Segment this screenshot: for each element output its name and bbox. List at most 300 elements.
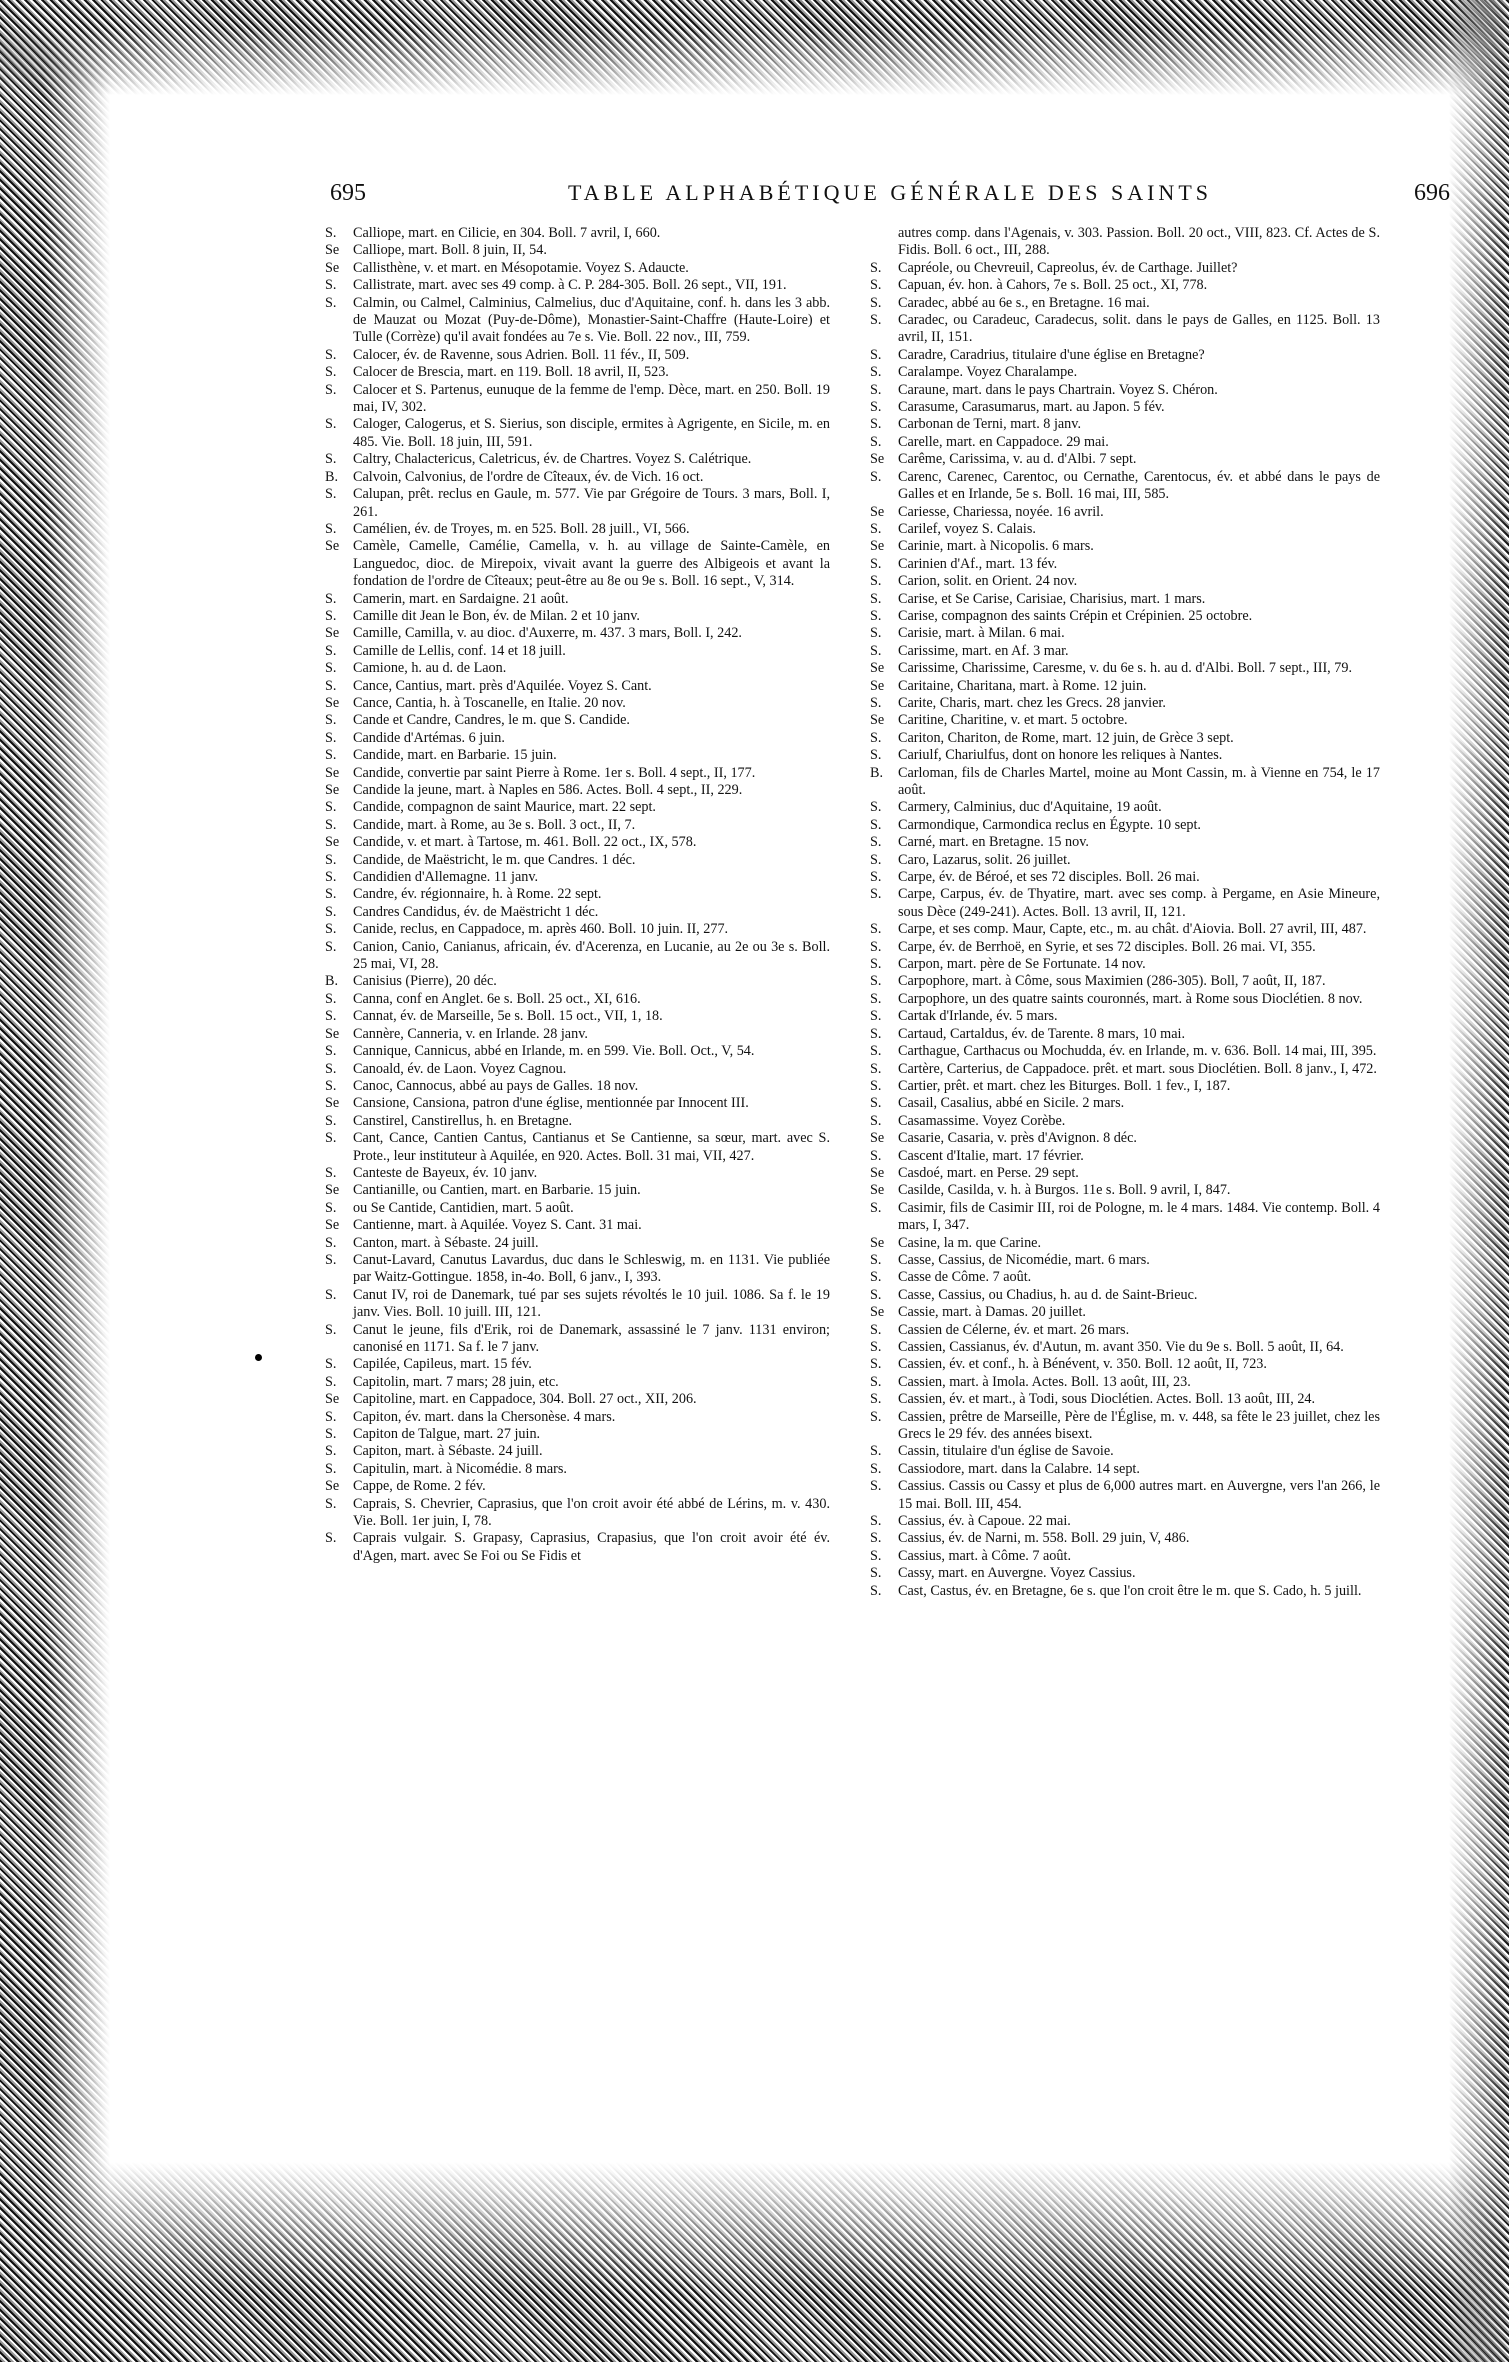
entry-tag: S.: [870, 1582, 882, 1599]
index-entry: [325, 521, 830, 538]
entry-tag: S.: [325, 816, 337, 833]
entry-text: Canut IV, roi de Danemark, tué par ses sujets révoltés le 10 juil. 1086. Sa f. le 19 janv. Vies. Boll. 10 juill. III, 121.: [353, 1286, 830, 1321]
entry-tag: Se: [870, 1182, 885, 1199]
index-entry: [325, 538, 830, 590]
index-entry: [870, 347, 1380, 364]
entry-tag: Se: [325, 259, 340, 276]
entry-text: Carinie, mart. à Nicopolis. 6 mars.: [898, 538, 1094, 555]
entry-tag: S.: [870, 1043, 882, 1060]
entry-tag: S.: [870, 312, 882, 329]
entry-text: Caro, Lazarus, solit. 26 juillet.: [898, 851, 1071, 868]
index-entry: [870, 469, 1380, 504]
index-entry: [870, 1530, 1380, 1547]
entry-tag: S.: [870, 381, 882, 398]
entry-tag: Se: [870, 1164, 885, 1181]
entry-tag: S.: [870, 1112, 882, 1129]
entry-tag: S.: [870, 433, 882, 450]
entry-text: Cartier, prêt. et mart. chez les Biturges. Boll. 1 fev., I, 187.: [898, 1077, 1231, 1094]
index-entry: [325, 747, 830, 764]
entry-text: Carmondique, Carmondica reclus en Égypte. 10 sept.: [898, 816, 1201, 833]
index-entry: [870, 1304, 1380, 1321]
entry-tag: Se: [325, 1217, 340, 1234]
entry-tag: S.: [870, 694, 882, 711]
entry-tag: S.: [870, 346, 882, 363]
index-entry: [325, 1322, 830, 1357]
entry-tag: S.: [870, 834, 882, 851]
index-entry: [325, 469, 830, 486]
entry-text: Casimir, fils de Casimir III, roi de Pologne, m. le 4 mars. 1484. Vie contemp. Boll. 4 mars, I, 347.: [898, 1199, 1380, 1234]
entry-text: Candide, mart. à Rome, au 3e s. Boll. 3 oct., II, 7.: [353, 816, 636, 833]
entry-text: Carpe, Carpus, év. de Thyatire, mart. avec ses comp. à Pergame, en Asie Mineure, sous Dèce (249-241). Actes. Boll. 13 avril, II, 121.: [898, 886, 1380, 920]
index-entry: [325, 1026, 830, 1043]
entry-text: Carissime, Charissime, Caresme, v. du 6e s. h. au d. d'Albi. Boll. 7 sept., III, 79.: [898, 660, 1352, 677]
index-entry: [325, 1043, 830, 1060]
entry-text: autres comp. dans l'Agenais, v. 303. Passion. Boll. 20 oct., VIII, 823. Cf. Actes de S. Fidis. Boll. 6 oct., III, 288.: [898, 225, 1380, 259]
index-entry: [870, 399, 1380, 416]
entry-tag: S.: [870, 1373, 882, 1390]
index-entry: [870, 1148, 1380, 1165]
index-entry: [870, 260, 1380, 277]
index-entry: [870, 956, 1380, 973]
entry-text: Cantianille, ou Cantien, mart. en Barbarie. 15 juin.: [353, 1182, 641, 1199]
entry-tag: S.: [870, 1251, 882, 1268]
entry-tag: S.: [325, 346, 337, 363]
entry-tag: S.: [325, 486, 337, 503]
entry-tag: Se: [870, 451, 885, 468]
index-entry: [325, 834, 830, 851]
entry-text: Carpophore, un des quatre saints couronnés, mart. à Rome sous Dioclétien. 8 nov.: [898, 990, 1363, 1007]
entry-text: Carinien d'Af., mart. 13 fév.: [898, 555, 1058, 572]
index-entry: [870, 625, 1380, 642]
index-entry: [325, 486, 830, 521]
entry-tag: S.: [870, 642, 882, 659]
entry-tag: S.: [325, 747, 337, 764]
entry-tag: S.: [325, 1130, 337, 1147]
entry-tag: S.: [870, 399, 882, 416]
entry-text: Cassin, titulaire d'un église de Savoie.: [898, 1443, 1114, 1460]
entry-tag: S.: [870, 973, 882, 990]
entry-tag: Se: [870, 712, 885, 729]
entry-text: Cartaud, Cartaldus, év. de Tarente. 8 mars, 10 mai.: [898, 1025, 1186, 1042]
page-header: [330, 180, 1450, 220]
entry-tag: S.: [870, 747, 882, 764]
entry-text: Canion, Canio, Canianus, africain, év. d'Acerenza, en Lucanie, au 2e ou 3e s. Boll. 25 mai, VI, 28.: [353, 938, 830, 973]
entry-tag: S.: [870, 1547, 882, 1564]
index-entry: [325, 678, 830, 695]
index-entry: [325, 799, 830, 816]
entry-tag: Se: [325, 625, 340, 642]
entry-tag: S.: [870, 520, 882, 537]
index-entry: [870, 1565, 1380, 1582]
entry-text: Caritaine, Charitana, mart. à Rome. 12 juin.: [898, 677, 1147, 694]
entry-text: Candide, convertie par saint Pierre à Rome. 1er s. Boll. 4 sept., II, 177.: [353, 764, 756, 781]
entry-tag: Se: [870, 660, 885, 677]
entry-text: Cance, Cantius, mart. près d'Aquilée. Voyez S. Cant.: [353, 677, 652, 694]
index-entry: [870, 591, 1380, 608]
entry-tag: S.: [870, 573, 882, 590]
entry-text: Cassius, év. à Capoue. 22 mai.: [898, 1513, 1071, 1530]
index-entry: [325, 1165, 830, 1182]
scan-border-left: [0, 0, 110, 2362]
index-entry: [325, 660, 830, 677]
index-entry: [870, 1374, 1380, 1391]
entry-text: Calocer, év. de Ravenne, sous Adrien. Boll. 11 fév., II, 509.: [353, 346, 690, 363]
entry-text: Callisthène, v. et mart. en Mésopotamie. Voyez S. Adaucte.: [353, 259, 689, 276]
index-entry: [325, 1374, 830, 1391]
index-entry: [325, 608, 830, 625]
index-entry: [870, 817, 1380, 834]
entry-tag: S.: [870, 625, 882, 642]
entry-tag: S.: [325, 660, 337, 677]
index-entry: [325, 765, 830, 782]
entry-text: Carite, Charis, mart. chez les Grecs. 28 janvier.: [898, 694, 1166, 711]
entry-tag: S.: [870, 938, 882, 955]
entry-text: Cariton, Chariton, de Rome, mart. 12 juin, de Grèce 3 sept.: [898, 729, 1234, 746]
index-entry: [325, 852, 830, 869]
entry-text: Carelle, mart. en Cappadoce. 29 mai.: [898, 433, 1109, 450]
index-entry: [325, 939, 830, 974]
entry-tag: S.: [325, 851, 337, 868]
entry-text: Canna, conf en Anglet. 6e s. Boll. 25 oct., XI, 616.: [353, 990, 641, 1007]
entry-tag: S.: [325, 1112, 337, 1129]
entry-text: Candide, compagnon de saint Maurice, mart. 22 sept.: [353, 799, 656, 816]
index-entry: [870, 573, 1380, 590]
index-entry: [325, 416, 830, 451]
index-entry: [870, 869, 1380, 886]
entry-text: Cast, Castus, év. en Bretagne, 6e s. que l'on croit être le m. que S. Cado, h. 5 juill.: [898, 1582, 1362, 1599]
index-entry: [870, 608, 1380, 625]
entry-text: Candidien d'Allemagne. 11 janv.: [353, 869, 539, 886]
index-entry: [325, 817, 830, 834]
entry-tag: S.: [325, 607, 337, 624]
index-entry: [870, 1356, 1380, 1373]
entry-text: Carbonan de Terni, mart. 8 janv.: [898, 416, 1081, 433]
entry-text: Callistrate, mart. avec ses 49 comp. à C. P. 284-305. Boll. 26 sept., VII, 191.: [353, 277, 787, 294]
entry-tag: Se: [870, 1130, 885, 1147]
entry-tag: Se: [325, 1391, 340, 1408]
entry-tag: Se: [325, 1095, 340, 1112]
entry-text: Carloman, fils de Charles Martel, moine au Mont Cassin, m. à Vienne en 754, le 17 août.: [898, 764, 1380, 798]
entry-tag: S.: [870, 590, 882, 607]
index-entry: [325, 921, 830, 938]
entry-tag: S.: [325, 1077, 337, 1094]
index-entry: [325, 904, 830, 921]
index-entry: [870, 695, 1380, 712]
entry-text: Carthague, Carthacus ou Mochudda, év. en Irlande, m. v. 636. Boll. 14 mai, III, 395.: [898, 1043, 1377, 1060]
entry-text: Capilée, Capileus, mart. 15 fév.: [353, 1356, 532, 1373]
entry-text: Caltry, Chalactericus, Caletricus, év. de Chartres. Voyez S. Calétrique.: [353, 451, 752, 468]
entry-tag: S.: [325, 886, 337, 903]
entry-tag: S.: [325, 1008, 337, 1025]
entry-text: Cassien, mart. à Imola. Actes. Boll. 13 août, III, 23.: [898, 1373, 1191, 1390]
index-entry: [870, 1095, 1380, 1112]
entry-text: Cassiodore, mart. dans la Calabre. 14 sept.: [898, 1460, 1140, 1477]
entry-tag: S.: [325, 1286, 337, 1303]
index-entry: [870, 451, 1380, 468]
entry-tag: S.: [325, 225, 337, 241]
entry-tag: Se: [870, 677, 885, 694]
entry-text: Candide d'Artémas. 6 juin.: [353, 729, 505, 746]
entry-tag: S.: [870, 1339, 882, 1355]
index-entry: [870, 1008, 1380, 1025]
index-entry: [325, 591, 830, 608]
entry-tag: Se: [325, 242, 340, 259]
entry-text: Candide, de Maëstricht, le m. que Candres. 1 déc.: [353, 851, 636, 868]
entry-text: Calocer de Brescia, mart. en 119. Boll. 18 avril, II, 523.: [353, 364, 669, 381]
entry-text: Capréole, ou Chevreuil, Capreolus, év. de Carthage. Juillet?: [898, 259, 1238, 276]
entry-text: Casine, la m. que Carine.: [898, 1234, 1042, 1251]
entry-tag: S.: [870, 729, 882, 746]
index-entry: [325, 347, 830, 364]
index-entry: [870, 939, 1380, 956]
entry-text: Cariesse, Chariessa, noyée. 16 avril.: [898, 503, 1104, 520]
index-entry: [325, 1078, 830, 1095]
entry-tag: S.: [325, 1199, 337, 1216]
entry-tag: Se: [325, 1025, 340, 1042]
entry-tag: S.: [870, 607, 882, 624]
index-entry: [870, 382, 1380, 399]
index-entry: [325, 1530, 830, 1565]
entry-text: ou Se Cantide, Cantidien, mart. 5 août.: [353, 1199, 574, 1216]
index-entry: [870, 364, 1380, 381]
index-entry: [325, 260, 830, 277]
entry-text: Calliope, mart. en Cilicie, en 304. Boll. 7 avril, I, 660.: [353, 225, 661, 241]
index-entry: [325, 1391, 830, 1408]
index-entry: [870, 1165, 1380, 1182]
entry-tag: S.: [870, 1513, 882, 1530]
entry-text: Carise, compagnon des saints Crépin et Crépinien. 25 octobre.: [898, 607, 1253, 624]
index-entry: [870, 991, 1380, 1008]
entry-text: Cant, Cance, Cantien Cantus, Cantianus et Se Cantienne, sa sœur, mart. avec S. Prote., leur instituteur à Aquilée, en 920. Actes. Boll. 31 mai, VII, 427.: [353, 1130, 830, 1164]
index-entry: [870, 678, 1380, 695]
index-entry: [325, 277, 830, 294]
entry-tag: S.: [870, 1060, 882, 1077]
entry-text: Carpe, et ses comp. Maur, Capte, etc., m. au chât. d'Aiovia. Boll. 27 avril, III, 487.: [898, 921, 1367, 938]
entry-text: Calocer et S. Partenus, eunuque de la femme de l'emp. Dèce, mart. en 250. Boll. 19 mai, IV, 302.: [353, 381, 830, 416]
entry-text: Canisius (Pierre), 20 déc.: [353, 973, 497, 990]
entry-text: Camélien, év. de Troyes, m. en 525. Boll. 28 juill., VI, 566.: [353, 520, 690, 537]
entry-text: Carpon, mart. père de Se Fortunate. 14 nov.: [898, 956, 1146, 973]
index-entry: [870, 1269, 1380, 1286]
index-entry: [325, 382, 830, 417]
entry-text: Cassius, mart. à Côme. 7 août.: [898, 1547, 1071, 1564]
entry-text: Carion, solit. en Orient. 24 nov.: [898, 573, 1078, 590]
index-entry: [870, 434, 1380, 451]
index-entry: [870, 1513, 1380, 1530]
entry-text: Calliope, mart. Boll. 8 juin, II, 54.: [353, 242, 547, 259]
entry-tag: S.: [325, 1495, 337, 1512]
entry-tag: S.: [325, 294, 337, 311]
index-entry: [870, 312, 1380, 347]
entry-tag: S.: [870, 869, 882, 886]
index-entry: [870, 1061, 1380, 1078]
index-entry: [325, 295, 830, 347]
entry-tag: S.: [325, 642, 337, 659]
entry-text: Canut-Lavard, Canutus Lavardus, duc dans le Schleswig, m. en 1131. Vie publiée par Waitz-Gottingue. 1858, in-4o. Boll, 6 janv., I, 393.: [353, 1251, 830, 1286]
index-entry: [870, 521, 1380, 538]
entry-tag: Se: [870, 538, 885, 555]
entry-text: Calvoin, Calvonius, de l'ordre de Cîteaux, év. de Vich. 16 oct.: [353, 468, 704, 485]
entry-tag: S.: [325, 1321, 337, 1338]
entry-text: Candre, év. régionnaire, h. à Rome. 22 sept.: [353, 886, 602, 903]
entry-tag: S.: [325, 677, 337, 694]
index-entry: [325, 1496, 830, 1531]
entry-tag: S.: [870, 886, 882, 903]
entry-text: Cance, Cantia, h. à Toscanelle, en Italie. 20 nov.: [353, 694, 626, 711]
entry-tag: Se: [325, 782, 340, 798]
index-entry: [870, 1182, 1380, 1199]
entry-tag: Se: [870, 503, 885, 520]
index-entry: [870, 538, 1380, 555]
index-entry: [325, 886, 830, 903]
entry-text: Caritine, Charitine, v. et mart. 5 octobre.: [898, 712, 1128, 729]
entry-text: Canoc, Cannocus, abbé au pays de Galles. 18 nov.: [353, 1077, 639, 1094]
entry-text: Casse de Côme. 7 août.: [898, 1269, 1032, 1286]
index-entry: [870, 504, 1380, 521]
entry-tag: Se: [870, 1304, 885, 1321]
entry-tag: S.: [870, 1095, 882, 1112]
entry-tag: S.: [870, 1443, 882, 1460]
index-entry: [325, 991, 830, 1008]
entry-tag: S.: [870, 1460, 882, 1477]
entry-tag: S.: [325, 1443, 337, 1460]
index-entry: [870, 1478, 1380, 1513]
entry-tag: S.: [870, 956, 882, 973]
left-column: [325, 225, 830, 1565]
entry-text: Camerin, mart. en Sardaigne. 21 août.: [353, 590, 569, 607]
index-entry: [870, 747, 1380, 764]
index-entry: [325, 695, 830, 712]
entry-text: Camione, h. au d. de Laon.: [353, 660, 507, 677]
entry-tag: S.: [325, 364, 337, 381]
index-entry: [325, 1130, 830, 1165]
stray-ink-mark: [255, 1354, 262, 1361]
entry-tag: S.: [870, 1286, 882, 1303]
entry-tag: S.: [870, 1008, 882, 1025]
index-entry: [870, 1461, 1380, 1478]
entry-tag: S.: [325, 1460, 337, 1477]
index-entry: [325, 1356, 830, 1373]
entry-tag: S.: [870, 816, 882, 833]
page-number-left: 695: [330, 180, 366, 206]
index-entry: [870, 1287, 1380, 1304]
entry-text: Cariulf, Chariulfus, dont on honore les reliques à Nantes.: [898, 747, 1223, 764]
entry-tag: S.: [870, 799, 882, 816]
index-entry: [870, 1200, 1380, 1235]
entry-text: Caprais, S. Chevrier, Caprasius, que l'on croit avoir été abbé de Lérins, m. v. 430. Vie. Boll. 1er juin, I, 78.: [353, 1495, 830, 1530]
entry-text: Canide, reclus, en Cappadoce, m. après 460. Boll. 10 juin. II, 277.: [353, 921, 729, 938]
entry-tag: S.: [325, 1164, 337, 1181]
index-entry: [870, 730, 1380, 747]
index-entry: [325, 643, 830, 660]
index-entry: [870, 1078, 1380, 1095]
index-entry: [325, 1287, 830, 1322]
index-entry: [870, 1583, 1380, 1600]
index-entry: [870, 765, 1380, 800]
entry-tag: B.: [870, 764, 884, 781]
index-entry: [325, 1182, 830, 1199]
entry-text: Capuan, év. hon. à Cahors, 7e s. Boll. 25 oct., XI, 778.: [898, 277, 1208, 294]
index-entry: [870, 295, 1380, 312]
entry-tag: S.: [870, 468, 882, 485]
index-entry: [870, 1113, 1380, 1130]
entry-tag: S.: [325, 799, 337, 816]
index-entry: [325, 1252, 830, 1287]
entry-text: Carasume, Carasumarus, mart. au Japon. 5 fév.: [898, 399, 1165, 416]
scan-border-bottom: [0, 2162, 1509, 2362]
entry-text: Camèle, Camelle, Camélie, Camella, v. h. au village de Sainte-Camèle, en Languedoc, dioc. de Mirepoix, vivait avant la guerre des Albigeois et avant la fondation de l'ordre de Cîteaux; peut-être au 8e ou 9e s. Boll. 16 sept., V, 314.: [353, 538, 830, 590]
entry-tag: Se: [325, 694, 340, 711]
entry-text: Calmin, ou Calmel, Calminius, Calmelius, duc d'Aquitaine, conf. h. dans les 3 abb. de Mauzat ou Mozat (Puy-de-Dôme), Monastier-Saint-Chaffre (Haute-Loire) et Tulle (Corrèze) qu'il avait fondées au 7e s. Vie. Boll. 22 nov., III, 759.: [353, 294, 830, 346]
index-entry: [325, 1461, 830, 1478]
index-entry: [870, 1409, 1380, 1444]
entry-tag: S.: [870, 1269, 882, 1286]
index-entry: [325, 1409, 830, 1426]
index-entry: [870, 643, 1380, 660]
entry-text: Casail, Casalius, abbé en Sicile. 2 mars.: [898, 1095, 1125, 1112]
index-entry: [325, 451, 830, 468]
entry-text: Carenc, Carenec, Carentoc, ou Cernathe, Carentocus, év. et abbé dans le pays de Galles et en Irlande, 5e s. Boll. 16 mai, III, 585.: [898, 468, 1380, 503]
index-entry: [870, 660, 1380, 677]
entry-tag: S.: [325, 938, 337, 955]
entry-text: Cannère, Canneria, v. en Irlande. 28 janv.: [353, 1025, 588, 1042]
entry-tag: S.: [325, 451, 337, 468]
entry-tag: S.: [870, 921, 882, 938]
entry-text: Candres Candidus, év. de Maëstricht 1 déc.: [353, 903, 599, 920]
entry-tag: S.: [325, 381, 337, 398]
entry-text: Caradre, Caradrius, titulaire d'une église en Bretagne?: [898, 346, 1205, 363]
entry-text: Carême, Carissima, v. au d. d'Albi. 7 sept.: [898, 451, 1137, 468]
entry-tag: S.: [325, 712, 337, 729]
scan-border-right: [1449, 0, 1509, 2362]
entry-text: Cassien, Cassianus, év. d'Autun, m. avant 350. Vie du 9e s. Boll. 5 août, II, 64.: [898, 1339, 1344, 1355]
entry-tag: S.: [325, 590, 337, 607]
entry-text: Camille dit Jean le Bon, év. de Milan. 2 et 10 janv.: [353, 607, 640, 624]
entry-text: Carpe, év. de Berrhoë, en Syrie, et ses 72 disciples. Boll. 26 mai. VI, 355.: [898, 938, 1316, 955]
index-entry: [870, 973, 1380, 990]
entry-tag: S.: [870, 555, 882, 572]
entry-tag: B.: [325, 468, 339, 485]
index-entry: [870, 225, 1380, 260]
entry-tag: S.: [870, 851, 882, 868]
index-entry: [325, 1426, 830, 1443]
index-entry: [870, 1252, 1380, 1269]
index-entry: [870, 277, 1380, 294]
page-number-right: 696: [1414, 180, 1450, 206]
entry-text: Cassius, év. de Narni, m. 558. Boll. 29 juin, V, 486.: [898, 1530, 1190, 1547]
index-entry: [325, 242, 830, 259]
entry-tag: S.: [325, 1251, 337, 1268]
entry-text: Canteste de Bayeux, év. 10 janv.: [353, 1164, 538, 1181]
entry-tag: S.: [325, 1060, 337, 1077]
entry-text: Cassius. Cassis ou Cassy et plus de 6,000 autres mart. en Auvergne, vers l'an 266, le 15 mai. Boll. III, 454.: [898, 1478, 1380, 1512]
entry-text: Carilef, voyez S. Calais.: [898, 520, 1036, 537]
index-entry: [325, 1235, 830, 1252]
index-entry: [325, 730, 830, 747]
entry-tag: S.: [325, 990, 337, 1007]
entry-text: Cassie, mart. à Damas. 20 juillet.: [898, 1304, 1086, 1321]
index-entry: [870, 1339, 1380, 1356]
entry-tag: S.: [870, 1199, 882, 1216]
index-entry: [870, 834, 1380, 851]
entry-tag: S.: [870, 1077, 882, 1094]
index-entry: [325, 1113, 830, 1130]
index-entry: [870, 852, 1380, 869]
entry-text: Cartak d'Irlande, év. 5 mars.: [898, 1008, 1058, 1025]
entry-text: Cassien, prêtre de Marseille, Père de l'Église, m. v. 448, sa fête le 23 juillet, chez les Grecs le 29 fév. des années bisext.: [898, 1408, 1380, 1443]
entry-tag: S.: [325, 1043, 337, 1060]
index-entry: [325, 782, 830, 799]
